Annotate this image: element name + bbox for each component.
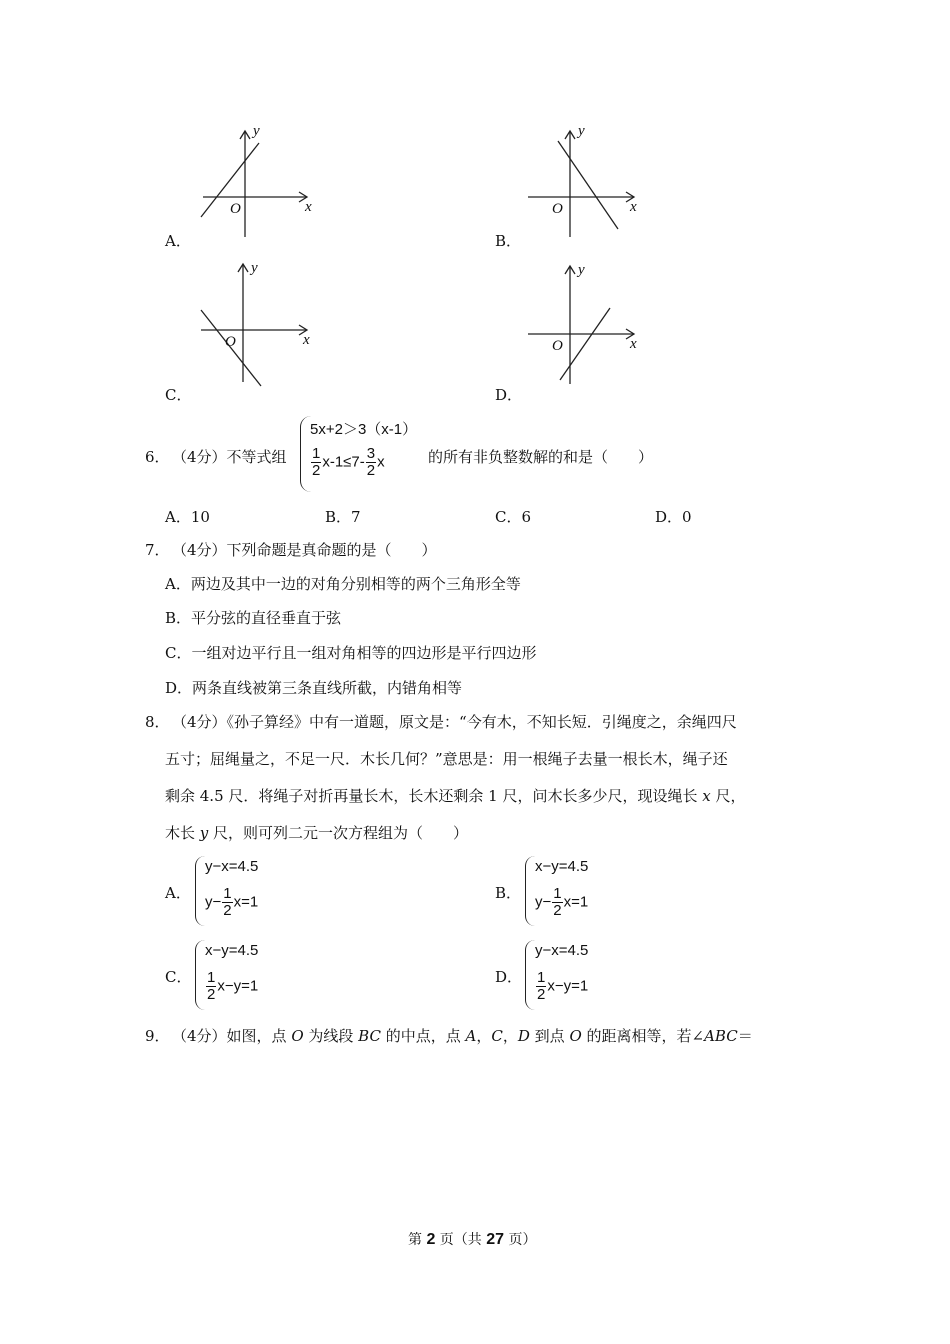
- q6-option-b: B．7: [325, 508, 361, 526]
- q8-option-d-eq2: $\frac{1}{2}$ x−y=1: [537, 969, 589, 1003]
- graph-a-x-label: x: [305, 199, 312, 215]
- q8-option-b-brace: [525, 856, 535, 926]
- q8-option-d-brace: [525, 940, 535, 1010]
- q6-fraction-half: $\frac{1}{2}$: [312, 445, 321, 479]
- q7-stem: （4分）下列命题是真命题的是（ ）: [172, 541, 437, 559]
- q6-option-d: D．0: [655, 508, 692, 526]
- q8-option-a-eq1: y−x=4.5: [205, 858, 259, 875]
- graph-a-y-label: y: [253, 125, 260, 139]
- q8-option-c-brace: [195, 940, 205, 1010]
- graph-b-y-label: y: [578, 125, 585, 139]
- graph-b: [522, 125, 652, 249]
- page-footer: 第 2 页（共 27 页）: [408, 1231, 537, 1248]
- graph-a-svg: [195, 125, 325, 245]
- q6-number: 6．: [145, 448, 170, 466]
- q9-stem: （4分）如图，点 O 为线段 BC 的中点，点 A，C，D 到点 O 的距离相等，若∠ABC＝: [172, 1027, 753, 1045]
- total-page-number: 27: [486, 1231, 505, 1248]
- q6-option-c: C．6: [495, 508, 532, 526]
- graph-d-x-label: x: [630, 336, 637, 352]
- q7-option-b: B．平分弦的直径垂直于弦: [165, 609, 342, 627]
- graph-d-label: D．: [495, 386, 523, 404]
- q6-option-a: A．10: [165, 508, 210, 526]
- q8-option-d-eq1: y−x=4.5: [535, 942, 589, 959]
- q6-prefix: （4分）不等式组: [172, 448, 287, 466]
- graph-c: [195, 262, 325, 396]
- q8-option-c-eq1: x−y=4.5: [205, 942, 259, 959]
- graph-d-svg: [522, 262, 652, 392]
- graph-c-y-label: y: [251, 262, 258, 276]
- graph-c-svg: [195, 262, 325, 392]
- q8-option-a-brace: [195, 856, 205, 926]
- q8-option-a-eq2: y− $\frac{1}{2}$ x=1: [205, 885, 259, 919]
- q8-line-1: （4分）《孙子算经》中有一道题，原文是：“今有木，不知长短．引绳度之，余绳四尺: [172, 713, 737, 731]
- q7-option-c: C．一组对边平行且一组对角相等的四边形是平行四边形: [165, 644, 537, 662]
- graph-c-label: C．: [165, 386, 192, 404]
- graph-d: [522, 262, 652, 396]
- graph-b-label: B．: [495, 232, 522, 250]
- q8-option-c-eq2: $\frac{1}{2}$ x−y=1: [207, 969, 259, 1003]
- graph-b-x-label: x: [630, 199, 637, 215]
- graph-b-svg: [522, 125, 652, 245]
- q8-line-3: 剩余 4.5 尺．将绳子对折再量长木，长木还剩余 1 尺，问木长多少尺，现设绳长 x 尺，: [165, 787, 746, 805]
- q8-line-4: 木长 y 尺，则可列二元一次方程组为（ ）: [165, 824, 469, 842]
- q9-number: 9．: [145, 1027, 170, 1045]
- graph-a-label: A．: [165, 232, 191, 250]
- q8-option-c-label: C．: [165, 968, 192, 986]
- q8-option-b-eq1: x−y=4.5: [535, 858, 589, 875]
- current-page-number: 2: [426, 1231, 436, 1248]
- graph-b-line: [558, 141, 618, 229]
- graph-d-y-label: y: [578, 262, 585, 278]
- q6-fraction-three-halves: $\frac{3}{2}$: [366, 445, 376, 479]
- q6-suffix: 的所有非负整数解的和是（ ）: [428, 448, 654, 466]
- graph-d-origin-label: O: [552, 338, 563, 354]
- q8-option-b-eq2: y− $\frac{1}{2}$ x=1: [535, 885, 589, 919]
- q7-number: 7．: [145, 541, 170, 559]
- q8-option-a-label: A．: [165, 884, 191, 902]
- q8-option-d-label: D．: [495, 968, 523, 986]
- graph-a: [195, 125, 325, 249]
- q7-option-a: A．两边及其中一边的对角分别相等的两个三角形全等: [165, 575, 521, 593]
- q6-inequality-2: $\frac{1}{2}$ x-1≤7- $\frac{3}{2}$ x: [312, 445, 385, 479]
- graph-a-origin-label: O: [230, 201, 241, 217]
- graph-c-origin-label: O: [225, 334, 236, 350]
- graph-b-origin-label: O: [552, 201, 563, 217]
- q8-option-b-label: B．: [495, 884, 522, 902]
- q8-line-2: 五寸；屈绳量之，不足一尺．木长几何？”意思是：用一根绳子去量一根长木，绳子还: [165, 750, 728, 768]
- q8-number: 8．: [145, 713, 170, 731]
- graph-d-line: [560, 308, 610, 380]
- graph-c-x-label: x: [303, 332, 310, 348]
- q7-option-d: D．两条直线被第三条直线所截，内错角相等: [165, 679, 463, 697]
- q6-inequality-1: 5x+2＞3（x-1）: [310, 421, 418, 438]
